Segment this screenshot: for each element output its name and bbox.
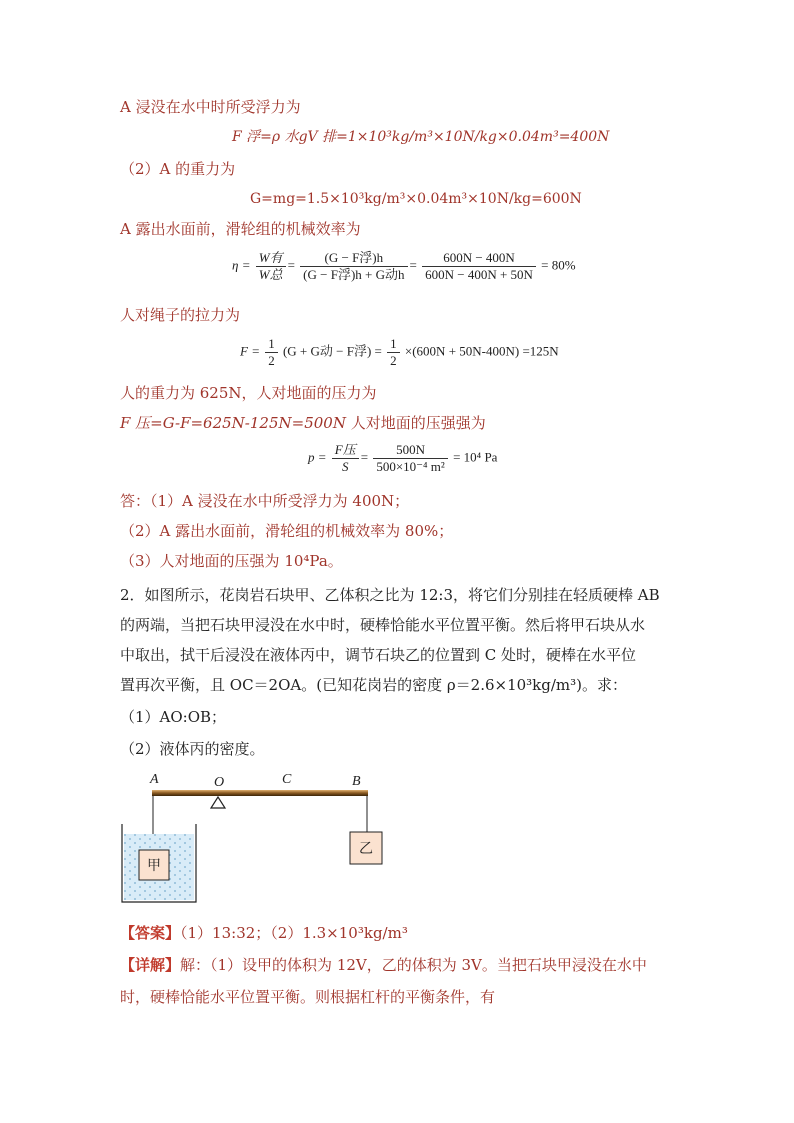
eta-symbol: η = [232, 257, 251, 273]
formula-gravity: G=mg=1.5×10³kg/m³×0.04m³×10N/kg=600N [250, 191, 582, 207]
lever-rod [152, 790, 368, 796]
fraction-numeric: $\frac{600N - 400N}{600N - 400N + 50N}$ [422, 250, 536, 283]
block-yi-label: 乙 [359, 841, 373, 857]
text-pressure-force: F 压=G-F=625N-125N=500N 人对地面的压强强为 [120, 414, 486, 432]
text-pull-intro: 人对绳子的拉力为 [120, 306, 241, 324]
label-C: C [282, 772, 292, 787]
block-jia-label: 甲 [147, 858, 161, 874]
question-2-sub-2: （2）液体丙的密度。 [120, 740, 265, 758]
question-2-sub-1: （1）AO:OB； [120, 708, 227, 726]
formula-pressure: p = $\frac{\text{F压}}{S}$ = $\frac{500N}{\text{500×10⁻⁴ m²}}$ = 10⁴ Pa [308, 442, 498, 474]
fraction-force-height: $\frac{\text{(G − F浮)h}}{\text{(G − F浮)h + G动h}}$ [300, 250, 407, 283]
formula-buoyancy: F 浮=ρ 水gV 排=1×10³kg/m³×10N/kg×0.04m³=400N [232, 129, 610, 145]
text-gravity-intro: （2）A 的重力为 [120, 160, 236, 178]
fraction-work: $\frac{\text{W有}}{\text{W总}}$ [256, 250, 286, 283]
formula-pull-force: F = $\frac{1}{2}$ (G + G动 − F浮) = $\frac{1}{2}$ ×(600N + 50N-400N) =125N [240, 336, 559, 368]
question-2-line-1: 2．如图所示，花岗岩石块甲、乙体积之比为 12:3，将它们分别挂在轻质硬棒 AB [120, 586, 660, 604]
answer-line-3: （3）人对地面的压强为 10⁴Pa。 [120, 552, 343, 570]
question-2-line-3: 中取出，拭干后浸没在液体丙中，调节石块乙的位置到 C 处时，硬棒在水平位 [120, 646, 637, 664]
detail-line-2: 时，硬棒恰能水平位置平衡。则根据杠杆的平衡条件，有 [120, 988, 496, 1006]
formula-efficiency: η = $\frac{\text{W有}}{\text{W总}}$ = $\frac{\text{(G − F浮)h}}{\text{(G − F浮)h + G动h}}$ = $\frac{600N - 400N}{600N - 400N + 50N}$ = 80% [232, 250, 576, 282]
detail-line-1: 【详解】解：（1）设甲的体积为 12V，乙的体积为 3V。当把石块甲浸没在水中 [120, 956, 647, 974]
label-B: B [352, 774, 361, 789]
answer-line-2: （2）A 露出水面前，滑轮组的机械效率为 80%； [120, 522, 454, 540]
answer-line-1: 答：（1）A 浸没在水中所受浮力为 400N； [120, 492, 410, 510]
question-2-line-4: 置再次平衡，且 OC＝2OA。(已知花岗岩的密度 ρ＝2.6×10³kg/m³)。求： [120, 676, 628, 694]
text-buoyancy-intro: A 浸没在水中时所受浮力为 [120, 98, 301, 116]
answer-line: 【答案】（1）13:32；（2）1.3×10³kg/m³ [120, 924, 408, 942]
label-A: A [150, 772, 159, 787]
label-O: O [214, 775, 225, 790]
fulcrum-icon [211, 797, 225, 808]
question-2-line-2: 的两端，当把石块甲浸没在水中时，硬棒恰能水平位置平衡。然后将甲石块从水 [120, 616, 646, 634]
text-efficiency-intro: A 露出水面前，滑轮组的机械效率为 [120, 220, 361, 238]
lever-figure [112, 768, 392, 908]
text-weight-intro: 人的重力为 625N，人对地面的压力为 [120, 384, 377, 402]
